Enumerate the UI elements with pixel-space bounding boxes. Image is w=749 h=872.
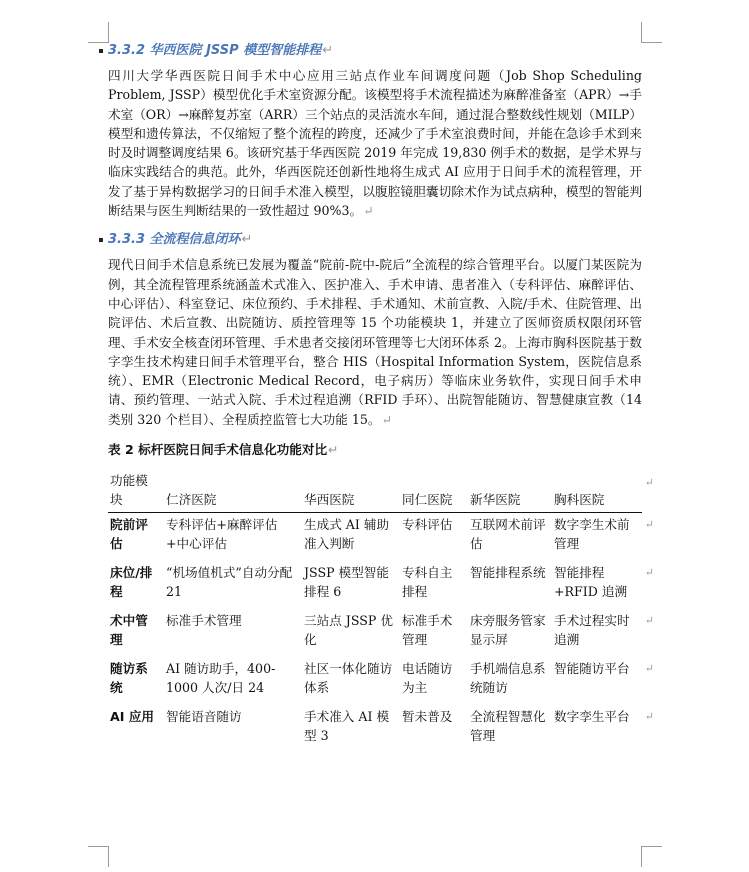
table-cell: 数字孪生术前管理 ↵ [548,513,642,562]
document-body [108,42,642,753]
paragraph-mark: ↵ [328,442,339,458]
header-cell: 仁济医院 [160,471,298,513]
table-cell: 生成式 AI 辅助准入判断 [304,517,390,552]
table-cell: 互联网术前评估 [470,517,546,552]
corner-mark-bottom-left [88,846,109,867]
paragraph-text: 现代日间手术信息系统已发展为覆盖“院前-院中-院后”全流程的综合管理平台。以厦门某医院为例，其全流程管理系统涵盖术式准入、医护准入、手术申请、患者准入（专科评估、麻醉评估、中心评估）、科室登记、床位预约、手术排程、手术通知、术前宣教、入院/手术、住院管理、出院评估、术后宣教、出院随访、质控管理等 15 个功能模块 1，并建立了医师资质权限闭环管理、手术安全核查闭环管理、手术患者交接闭环管理等七大闭环体系 2。上海市胸科医院基于数字孪生技术构建日间手术管理平台，整合 HIS（Hospital Information System，医院信息系统）、EMR（Electronic Medical Record，电子病历）等临床业务软件，实现日间手术申请、预约管理、一站式入院、手术过程追溯（RFID 手环）、出院智能随访、智慧健康宣教（14 类别 320 个栏目）、全程质控监管七大功能 15。 [108,257,642,427]
paragraph-loop [108,255,642,429]
table-row [108,705,642,753]
paragraph-mark: ↵ [381,411,393,427]
table-cell: 专科自主排程 [402,565,453,600]
table-row [108,561,642,609]
table-row [108,609,642,657]
header-cell: 同仁医院 [396,471,464,513]
row-header-cell: 院前评估 [110,517,148,552]
paragraph-text: 四川大学华西医院日间手术中心应用三站点作业车间调度问题（Job Shop Scheduling Problem, JSSP）模型优化手术室资源分配。该模型将手术流程描述为麻醉准备室（APR）→手术室（OR）→麻醉复苏室（ARR）三个站点的灵活流水车间，通过混合整数线性规划（MILP）模型和遗传算法，不仅缩短了整个流程的跨度，还减少了手术室浪费时间，并能在急诊手术到来时及时调整调度结果 6。该研究基于华西医院 2019 年完成 19,830 例手术的数据，是学术界与临床实践结合的典范。此外，华西医院还创新性地将生成式 AI 应用于日间手术的流程管理，开发了基于异构数据学习的日间手术准入模型，以腹腔镜胆囊切除术作为试点病种，模型的智能判断结果与医生判断结果的一致性超过 90%3。 [108,68,642,219]
table-header-row [108,471,642,513]
section-heading-3-3-3 [108,231,642,249]
table-cell: 手术过程实时追溯 ↵ [548,609,642,657]
table-cell: 暂未普及 [402,709,453,725]
caption-text: 表 2 标杆医院日间手术信息化功能对比 [108,442,328,458]
row-header-cell: AI 应用 [110,709,155,725]
paragraph-mark: ↵ [322,43,334,58]
table-cell: 电话随访为主 [402,661,453,696]
table-cell: 智能排程+RFID 追溯 ↵ [548,561,642,609]
table-cell: JSSP 模型智能排程 6 [304,565,389,600]
table-cell: 智能语音随访 [166,709,242,725]
table-cell: 智能排程系统 [470,565,546,581]
table-cell: 手术准入 AI 模型 3 [304,709,390,744]
header-cell: 胸科医院 ↵ [548,471,642,513]
table-row [108,657,642,705]
heading-text: 3.3.2 华西医院 JSSP 模型智能排程 [108,43,322,58]
row-header-cell: 术中管理 [110,613,148,648]
table-cell: 手机端信息系统随访 [470,661,546,696]
table-cell: 数字孪生平台 ↵ [548,705,642,753]
table-cell: 智能随访平台 ↵ [548,657,642,705]
comparison-table [108,471,642,753]
heading-text: 3.3.3 全流程信息闭环 [108,232,241,248]
table-cell: 专科评估+麻醉评估+中心评估 [166,517,278,552]
corner-mark-bottom-right [641,846,662,867]
row-header-cell: 床位/排程 [110,565,153,600]
corner-mark-top-right [641,22,662,43]
paragraph-mark: ↵ [241,232,253,248]
corner-mark-top-left [88,22,109,43]
table-cell: AI 随访助手，400-1000 人次/日 24 [166,661,276,696]
table-cell: 标准手术管理 [402,613,453,648]
table-cell: 全流程智慧化管理 [470,709,546,744]
table-caption [108,440,642,459]
header-cell: 功能模块 [108,471,160,513]
paragraph-jssp [108,66,642,220]
header-cell: 华西医院 [298,471,396,513]
section-heading-3-3-2 [108,42,642,60]
row-header-cell: 随访系统 [110,661,148,696]
header-cell: 新华医院 [464,471,548,513]
table-row [108,513,642,562]
table-cell: 三站点 JSSP 优化 [304,613,393,648]
table-cell: 标准手术管理 [166,613,242,629]
table-cell: “机场值机式”自动分配 21 [166,565,293,600]
table-cell: 社区一体化随访体系 [304,661,393,696]
table-cell: 床旁服务管家显示屏 [470,613,546,648]
table-cell: 专科评估 [402,517,453,533]
paragraph-mark: ↵ [363,203,374,219]
